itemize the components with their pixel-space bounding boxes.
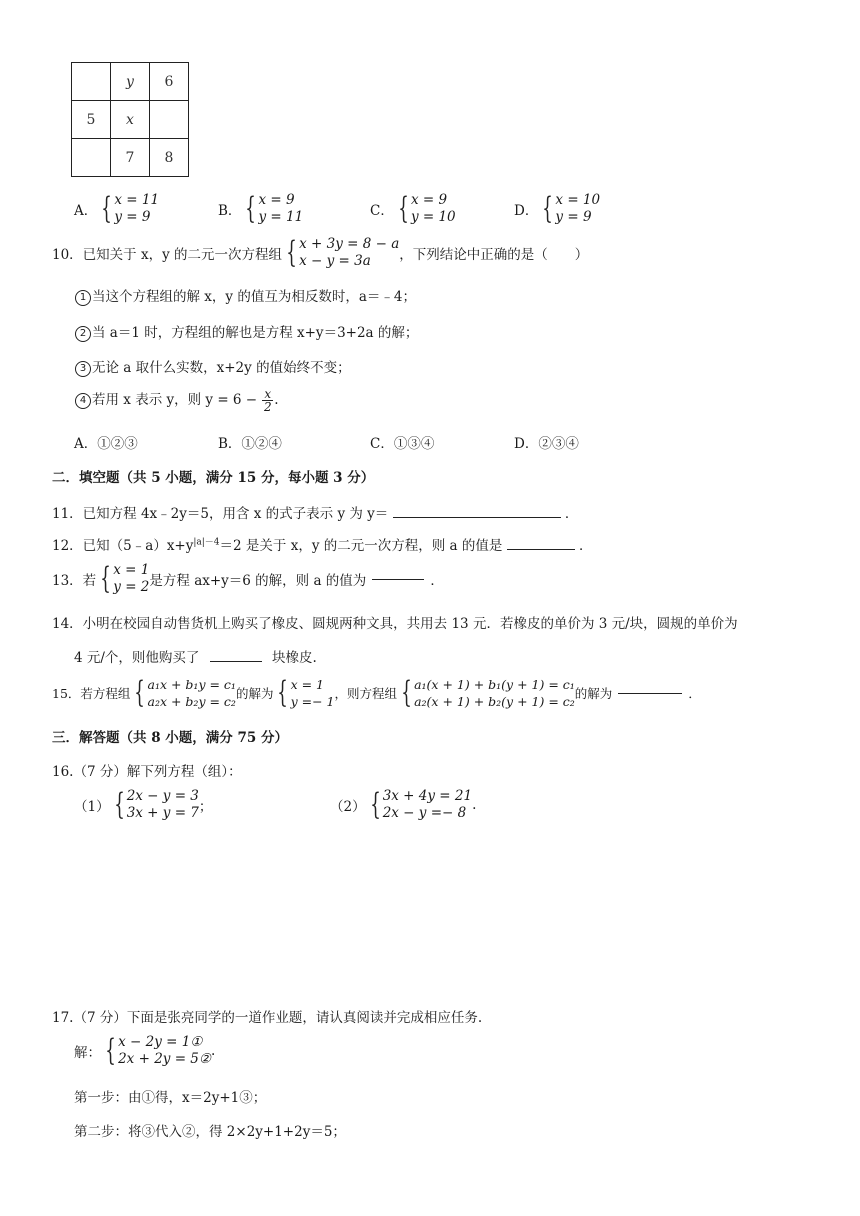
- q9-option-c[interactable]: C． { x = 9 y = 10: [370, 191, 456, 226]
- option-label: C．: [370, 203, 394, 219]
- q17-step-2: 第二步：将③代入②，得 2×2y+1+2y＝5；: [74, 1124, 346, 1140]
- grid-cell: 6: [150, 63, 189, 101]
- grid-cell: y: [111, 63, 150, 101]
- grid-cell: x: [111, 101, 150, 139]
- q17-system: 解： { x − 2y = 1① 2x + 2y = 5② .: [74, 1033, 216, 1068]
- eq-line: y = 9: [555, 209, 592, 225]
- q13-answer-blank[interactable]: [372, 579, 424, 580]
- eq-line: y = 9: [114, 209, 151, 225]
- q10-text: ，下列结论中正确的是（ ）: [399, 247, 589, 263]
- q10-text: 10．已知关于 x，y 的二元一次方程组: [52, 247, 283, 263]
- q9-option-b[interactable]: B． { x = 9 y = 11: [218, 191, 304, 226]
- section-2-heading: 二．填空题（共 5 小题，满分 15 分，每小题 3 分）: [52, 470, 375, 486]
- q15: 15．若方程组 { a₁x + b₁y = c₁ a₂x + b₂y = c₂ 的解为 { x = 1 y =− 1 ，则方程组 { a₁(x + 1) + b₁(y + 1) = c₁ a₂(x + 1) + b₂(y + 1) = c₂ 的解为 ．: [52, 675, 701, 710]
- grid-cell: [72, 139, 111, 177]
- grid-cell: [150, 101, 189, 139]
- q11-answer-blank[interactable]: [393, 517, 561, 518]
- eq-line: x = 9: [410, 192, 448, 208]
- q11: 11．已知方程 4x﹣2y＝5，用含 x 的式子表示 y 为 y＝ ．: [52, 506, 579, 522]
- q10-statement-3: 3 无论 a 取什么实数，x+2y 的值始终不变；: [74, 356, 351, 377]
- grid-cell: [72, 63, 111, 101]
- q17-step-1: 第一步：由①得，x＝2y+1③；: [74, 1090, 267, 1106]
- eq-line: y = 10: [410, 209, 456, 225]
- eq-line: x = 11: [114, 192, 160, 208]
- q16-part-2: （2） { 3x + 4y = 21 2x − y =− 8 .: [330, 787, 477, 822]
- q14-answer-blank[interactable]: [210, 661, 262, 662]
- q9-option-d[interactable]: D． { x = 10 y = 9: [514, 191, 601, 226]
- eq-line: x = 10: [555, 192, 601, 208]
- q10-statement-2: 2 当 a＝1 时，方程组的解也是方程 x+y＝3+2a 的解；: [74, 321, 418, 342]
- q15-answer-blank[interactable]: [618, 693, 682, 694]
- q16-heading: 16.（7 分）解下列方程（组）：: [52, 764, 242, 780]
- grid-cell: 5: [72, 101, 111, 139]
- grid-cell: 7: [111, 139, 150, 177]
- q10-option-c[interactable]: C．①③④: [370, 436, 435, 452]
- q10-statement-1: 1 当这个方程组的解 x，y 的值互为相反数时，a＝﹣4；: [74, 285, 416, 306]
- grid-cell: 8: [150, 139, 189, 177]
- q14-line-2: 4 元/个，则他购买了 块橡皮.: [74, 650, 317, 666]
- q10-option-a[interactable]: A．①②③: [74, 436, 138, 452]
- q10-option-b[interactable]: B．①②④: [218, 436, 282, 452]
- q12-answer-blank[interactable]: [507, 549, 575, 550]
- section-3-heading: 三．解答题（共 8 小题，满分 75 分）: [52, 730, 288, 746]
- q10-stem: 10．已知关于 x，y 的二元一次方程组 { x + 3y = 8 − a x − y = 3a ，下列结论中正确的是（ ）: [52, 235, 589, 270]
- option-label: D．: [514, 203, 539, 219]
- q10-statement-4: 4 若用 x 表示 y，则 y = 6 − $\frac{x}{2}$ .: [74, 388, 279, 413]
- q13: 13．若 { x = 1 y = 2 是方程 ax+y＝6 的解，则 a 的值为 ．: [52, 561, 444, 596]
- q9-option-a[interactable]: A． { x = 11 y = 9: [74, 191, 160, 226]
- q16-part-1: （1） { 2x − y = 3 3x + y = 7 ；: [74, 787, 213, 822]
- eq-line: y = 11: [258, 209, 304, 225]
- q12: 12．已知$(5﹣a)x+y^{|a|-4}=2$ 是关于 x，y 的二元一次方程，则 a 的值是 ．: [52, 537, 593, 554]
- eq-line: x − y = 3a: [299, 253, 371, 269]
- option-label: A．: [74, 203, 98, 219]
- q10-option-d[interactable]: D．②③④: [514, 436, 579, 452]
- q17-heading: 17.（7 分）下面是张亮同学的一道作业题，请认真阅读并完成相应任务.: [52, 1010, 483, 1026]
- eq-line: x + 3y = 8 − a: [299, 236, 400, 252]
- q14-line-1: 14．小明在校园自动售货机上购买了橡皮、圆规两种文具，共用去 13 元．若橡皮的单价为 3 元/块，圆规的单价为: [52, 616, 738, 632]
- eq-line: x = 9: [258, 192, 295, 208]
- option-label: B．: [218, 203, 242, 219]
- number-grid: [71, 62, 189, 177]
